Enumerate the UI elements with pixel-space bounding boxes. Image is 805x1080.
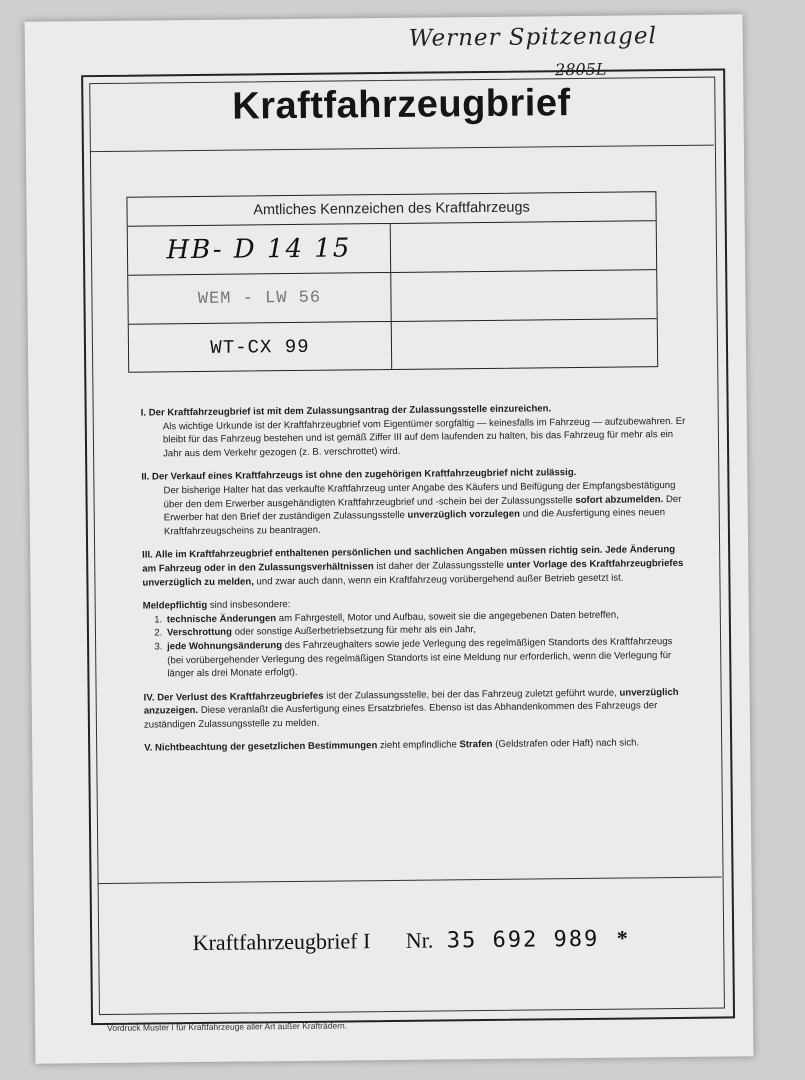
serial-mark: *	[616, 925, 628, 951]
plate-value-typed: WT-CX 99	[210, 335, 310, 359]
bold-span: unter Vorlage des Kraftfahrzeugbriefes unverzüglich zu melden,	[142, 557, 684, 589]
list-item	[165, 635, 689, 681]
bold-span: Verschrottung	[166, 626, 233, 639]
section-i-lead: I. Der Kraftfahrzeugbrief ist mit dem Zulassungsantrag der Zulassungsstelle einzureichen.	[140, 403, 552, 419]
section-v	[144, 736, 690, 755]
text-span: Diese veranlaßt die Ausfertigung eines Ersatzbriefes. Ebenso ist das Abhandenkommen des Fahrzeugs der zuständigen Zulassungsstelle zu melden.	[143, 700, 658, 731]
reporting-obligations	[143, 594, 690, 681]
bold-span: Strafen	[459, 739, 493, 751]
obligations-list	[143, 608, 690, 682]
plate-value-faded: WEM - LW 56	[197, 288, 322, 309]
text-span: am Fahrgestell, Motor und Aufbau, soweit sie die angegebenen Daten betreffen,	[278, 609, 619, 624]
plate-value-handwritten: HB- D 14 15	[166, 233, 352, 266]
instructions-text	[141, 401, 691, 766]
serial-number: 35 692 989	[446, 926, 600, 954]
bold-span: Meldepflichtig	[142, 600, 208, 612]
section-i-text: Als wichtige Urkunde ist der Kraftfahrzeugbrief vom Eigentümer sorgfältig — keinesfalls im Fahrzeug — aufzubewahren. Er bleibt für das Fahrzeug bestehen und ist gemäß Ziffer III auf dem laufenden zu halten, bis das Fahrzeug für mehr als ein Jahr aus dem Verkehr gezogen (z. B. verschrottet) wird.	[162, 415, 686, 460]
section-i	[141, 401, 688, 461]
plate-row	[129, 319, 657, 373]
text-span: oder sonstige Außerbetriebsetzung für mehr als ein Jahr,	[234, 624, 476, 638]
text-span: ist der Zulassungsstelle, bei der das Fahrzeug zuletzt geführt wurde,	[326, 687, 617, 702]
license-plate-table	[126, 191, 658, 373]
handwritten-number: 2805L	[554, 59, 607, 80]
text-span: Der bisherige Halter hat das verkaufte Kraftfahrzeug unter Angabe des Käufers und Beifügung der Empfangsbestätigung über den dem Erwerber ausgehändigten Kraftfahrzeugbrief und -schein bei der Zulassungsstelle	[163, 479, 676, 510]
form-footnote: Vordruck Muster I für Kraftfahrzeuge aller Art außer Krafträdern.	[107, 1020, 348, 1033]
plate-row	[128, 221, 656, 276]
text-span: Der Erwerber hat den Brief der zuständigen Zulassungsstelle	[163, 493, 682, 524]
bold-span: technische Änderungen	[166, 612, 277, 626]
text-span: ist daher der Zulassungsstelle	[376, 559, 504, 573]
text-span: sind insbesondere:	[209, 599, 291, 612]
plate-row	[128, 270, 656, 325]
bold-span: V. Nichtbeachtung der gesetzlichen Bestimmungen	[144, 740, 378, 755]
section-ii-lead: II. Der Verkauf eines Kraftfahrzeugs ist ohne den zugehörigen Kraftfahrzeugbrief nicht zulässig.	[141, 467, 577, 483]
serial-nr-label: Nr.	[405, 927, 434, 953]
text-span: zieht empfindliche	[379, 739, 457, 752]
bold-span: III. Alle im Kraftfahrzeugbrief enthaltenen persönlichen und sachlichen Angaben müssen richtig sein. Jede Änderung am Fahrzeug oder in den Zulassungsverhältnissen	[142, 544, 676, 575]
section-iii	[142, 543, 688, 589]
section-ii-text	[141, 479, 688, 539]
section-ii	[141, 465, 688, 539]
bold-span: jede Wohnungsänderung	[167, 640, 283, 653]
bold-span: unverzüglich vorzulegen	[407, 508, 521, 521]
section-iv	[144, 686, 690, 732]
text-span: des Fahrzeughalters sowie jede Verlegung des regelmäßigen Standorts des Kraftfahrzeugs (bei vorübergehender Verlegung des regelmäßigen Standorts ist eine Meldung nur erforderlich, wenn die Verlegung für länger als drei Monate erfolgt).	[167, 635, 673, 680]
text-span: (Geldstrafen oder Haft) nach sich.	[495, 737, 640, 751]
text-span: und zwar auch dann, wenn ein Kraftfahrzeug vorübergehend außer Betrieb gesetzt ist.	[256, 572, 624, 587]
bold-span: sofort abzumelden.	[575, 493, 664, 506]
section-iii-text	[142, 543, 688, 589]
text-span: und die Ausfertigung eines neuen Kraftfahrzeugscheins zu beantragen.	[163, 507, 666, 538]
document-sheet	[25, 14, 754, 1063]
bold-span: unverzüglich anzuzeigen.	[143, 686, 679, 717]
document-title: Kraftfahrzeugbrief	[232, 82, 571, 128]
bold-span: IV. Der Verlust des Kraftfahrzeugbriefes	[143, 690, 324, 704]
serial-label: Kraftfahrzeugbrief I	[192, 928, 371, 956]
plate-table-header: Amtliches Kennzeichen des Kraftfahrzeugs	[127, 192, 655, 227]
handwritten-name: Werner Spitzenagel	[408, 23, 658, 52]
